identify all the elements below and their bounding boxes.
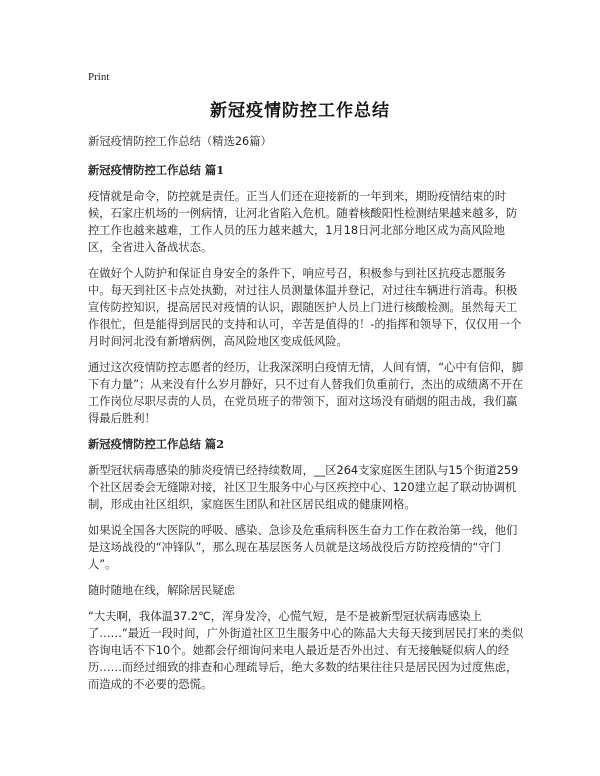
section-1-paragraph-1: 疫情就是命令，防控就是责任。正当人们还在迎接新的一年到来，期盼疫情结束的时候，石家庄机场的一例病情，让河北省陷入危机。随着核酸阳性检测结果越来越多，防控工作也越来越难，工作人员的压力越来越大，1月18日河北部分地区成为高风险地区，全省进入备战状态。 <box>88 190 518 254</box>
section-1-heading: 新冠疫情防控工作总结 篇1 <box>88 163 225 177</box>
print-label[interactable]: Print <box>88 71 110 83</box>
section-2-paragraph-2: 如果说全国各大医院的呼吸、感染、急诊及危重病科医生奋力工作在救治第一线，他们是这场战役的“冲锋队”，那么现在基层医务人员就是这场战役后方防控疫情的“守门人”。 <box>88 524 518 571</box>
section-2-subheading: 随时随地在线，解除居民疑虑 <box>88 584 235 597</box>
section-2-paragraph-3: “大夫啊，我体温37.2℃，浑身发冷，心慌气短，是不是被新型冠状病毒感染上了……”最近一段时间，广外街道社区卫生服务中心的陈晶大夫每天接到居民打来的类似咨询电话不下10个。她都会仔细询问来电人最近是否外出过、有无接触疑似病人的经历……而经过细致的排查和心理疏导后，绝大多数的结果往往只是居民因为过度焦虑，而造成的不必要的恐慌。 <box>88 610 524 691</box>
section-2-heading: 新冠疫情防控工作总结 篇2 <box>88 437 225 451</box>
document-title: 新冠疫情防控工作总结 <box>210 101 390 121</box>
section-2-paragraph-1: 新型冠状病毒感染的肺炎疫情已经持续数周，__区264支家庭医生团队与15个街道259个社区居委会无缝隙对接，社区卫生服务中心与区疾控中心、120建立起了联动协调机制，形成由社区组织，家庭医生团队和社区居民组成的健康网格。 <box>88 464 519 511</box>
section-1-paragraph-2: 在做好个人防护和保证自身安全的条件下，响应号召，积极参与到社区抗疫志愿服务中。每天到社区卡点处执勤，对过往人员测量体温并登记，对过往车辆进行消毒。积极宣传防控知识，提高居民对疫情的认识，跟随医护人员上门进行核酸检测。虽然每天工作很忙，但是能得到居民的支持和认可，辛苦是值得的！-的指挥和领导下，仅仅用一个月时间河北没有新增病例，高风险地区变成低风险。 <box>88 267 522 348</box>
document-subtitle: 新冠疫情防控工作总结（精选26篇） <box>88 135 272 148</box>
document-body <box>88 133 524 702</box>
section-1-paragraph-3: 通过这次疫情防控志愿者的经历，让我深深明白疫情无情，人间有情，“心中有信仰，脚下有力量”；从来没有什么岁月静好，只不过有人替我们负重前行，杰出的成绩离不开在工作岗位尽职尽责的人员，在党员班子的带领下，面对这场没有硝烟的阻击战，我们赢得最后胜利！ <box>88 361 524 425</box>
